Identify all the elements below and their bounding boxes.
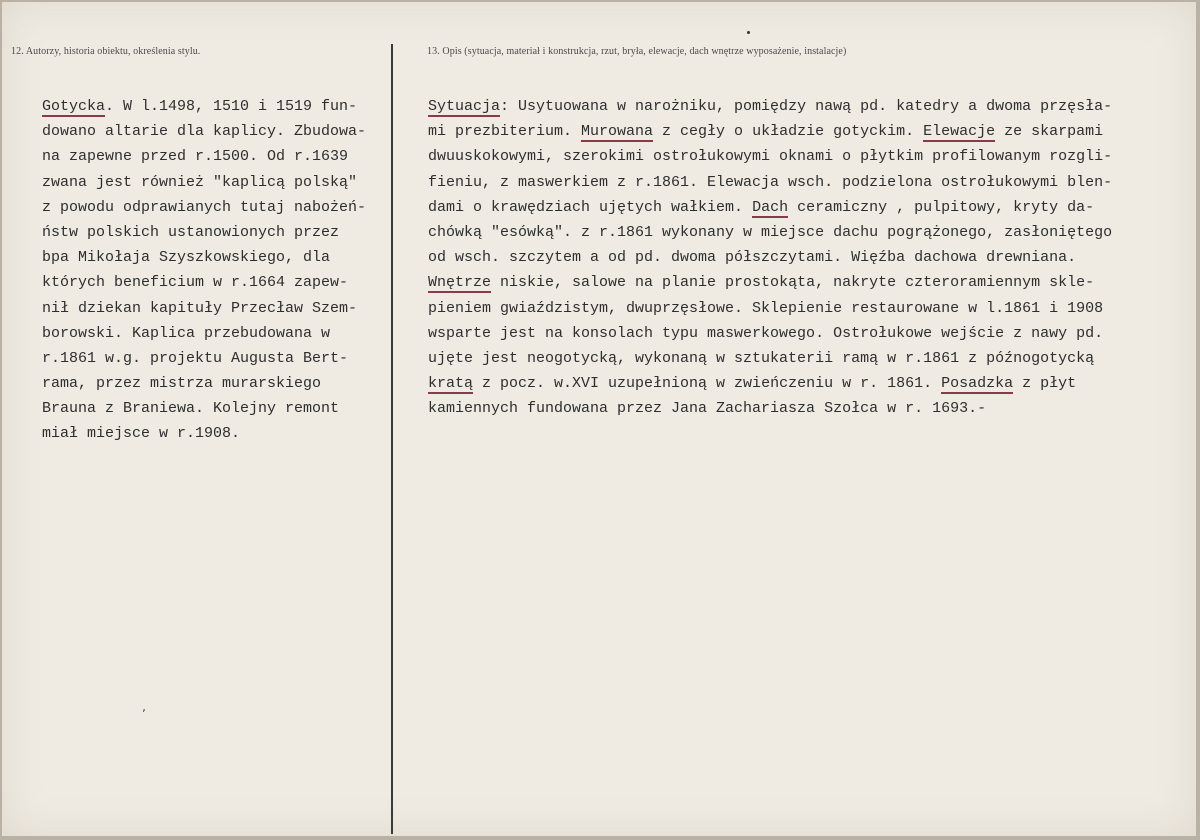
text-line <box>42 119 366 144</box>
text-run: borowski. Kaplica przebudowana w <box>42 324 331 342</box>
column-divider <box>391 44 393 834</box>
text-run: r.1861 w.g. projektu Augusta Bert- <box>42 349 349 367</box>
text-run: kamiennych fundowana przez Jana Zachariasza Szołca w r. 1693.- <box>428 400 987 418</box>
text-run: chówką "esówką". z r.1861 wykonany w miejsce dachu pogrążonego, zasłoniętego <box>428 223 1113 241</box>
description-text <box>428 94 1112 421</box>
text-line <box>42 195 366 220</box>
underlined-heading: Gotycka <box>42 98 106 115</box>
text-line <box>428 119 1112 144</box>
underlined-heading: Wnętrze <box>428 274 492 292</box>
text-run: ze skarpami <box>995 123 1104 141</box>
underlined-heading: Murowana <box>581 123 654 141</box>
header-authors-history: 12. Autorzy, historia obiektu, określenia stylu. <box>11 46 201 57</box>
text-run: z powodu odprawianych tutaj nabożeń- <box>42 198 367 216</box>
underlined-heading: Posadzka <box>941 375 1014 393</box>
text-line <box>428 144 1112 169</box>
text-line <box>428 321 1112 346</box>
text-line <box>42 220 366 245</box>
text-run: mi prezbiterium. <box>428 123 582 141</box>
text-line <box>428 94 1112 119</box>
text-run: pieniem gwiaździstym, dwuprzęsłowe. Sklepienie restaurowane w l.1861 i 1908 <box>428 299 1104 317</box>
text-run: dowano altarie dla kaplicy. Zbudowa- <box>42 123 367 141</box>
text-run: Brauna z Braniewa. Kolejny remont <box>42 400 340 418</box>
text-line <box>428 371 1112 396</box>
underlined-heading: kratą <box>428 375 474 393</box>
text-line <box>428 296 1112 321</box>
history-text <box>42 94 366 447</box>
text-run: dwuuskokowymi, szerokimi ostrołukowymi oknami o płytkim profilowanym rozgli- <box>428 148 1113 166</box>
text-run: ujęte jest neogotycką, wykonaną w sztukaterii ramą w r.1861 z późnogotycką <box>428 349 1095 367</box>
text-run: na zapewne przed r.1500. Od r.1639 <box>42 148 349 166</box>
text-run: ństw polskich ustanowionych przez <box>42 223 340 241</box>
text-run: z płyt <box>1013 375 1077 393</box>
text-line <box>428 245 1112 270</box>
text-line <box>42 245 366 270</box>
text-run: których beneficium w r.1664 zapew- <box>42 274 349 292</box>
text-run: z pocz. w.XVI uzupełnioną w zwieńczeniu w r. 1861. <box>473 375 942 393</box>
underlined-heading: Elewacje <box>923 123 996 141</box>
underlined-heading: Dach <box>752 198 789 216</box>
text-line <box>42 396 366 421</box>
text-run: wsparte jest na konsolach typu maswerkowego. Ostrołukowe wejście z nawy pd. <box>428 324 1104 342</box>
text-line <box>42 270 366 295</box>
text-line <box>428 270 1112 295</box>
text-run: dami o krawędziach ujętych wałkiem. <box>428 198 753 216</box>
text-line <box>428 346 1112 371</box>
header-description: 13. Opis (sytuacja, materiał i konstrukcja, rzut, bryła, elewacje, dach wnętrze wyposażenie, instalacje) <box>427 46 847 57</box>
text-line <box>42 94 366 119</box>
text-run: bpa Mikołaja Szyszkowskiego, dla <box>42 249 331 267</box>
text-run: zwana jest również "kaplicą polską" <box>42 173 358 191</box>
text-line <box>428 170 1112 195</box>
text-line <box>42 296 366 321</box>
text-run: z cegły o układzie gotyckim. <box>653 123 924 141</box>
text-run: : Usytuowana w narożniku, pomiędzy nawą pd. katedry a dwoma przęsła- <box>500 98 1113 115</box>
text-run: . W l.1498, 1510 i 1519 fun- <box>105 98 358 115</box>
text-run: od wsch. szczytem a od pd. dwoma półszczytami. Więźba dachowa drewniana. <box>428 249 1077 267</box>
underlined-heading: Sytuacja <box>428 98 501 115</box>
text-line <box>42 170 366 195</box>
text-line <box>42 321 366 346</box>
pencil-mark: ʼ <box>142 707 146 721</box>
text-line <box>42 421 366 446</box>
text-run: nił dziekan kapituły Przecław Szem- <box>42 299 358 317</box>
text-line <box>428 396 1112 421</box>
text-line <box>428 220 1112 245</box>
archive-card <box>2 2 1196 836</box>
text-run: niskie, salowe na planie prostokąta, nakryte czteroramiennym skle- <box>491 274 1095 292</box>
text-run: rama, przez mistrza murarskiego <box>42 375 322 393</box>
text-run: fieniu, z maswerkiem z r.1861. Elewacja wsch. podzielona ostrołukowymi blen- <box>428 173 1113 191</box>
text-line <box>42 346 366 371</box>
text-line <box>42 144 366 169</box>
text-line <box>428 195 1112 220</box>
text-line <box>42 371 366 396</box>
text-run: ceramiczny , pulpitowy, kryty da- <box>788 198 1095 216</box>
ink-dot <box>747 31 750 34</box>
text-run: miał miejsce w r.1908. <box>42 425 241 443</box>
